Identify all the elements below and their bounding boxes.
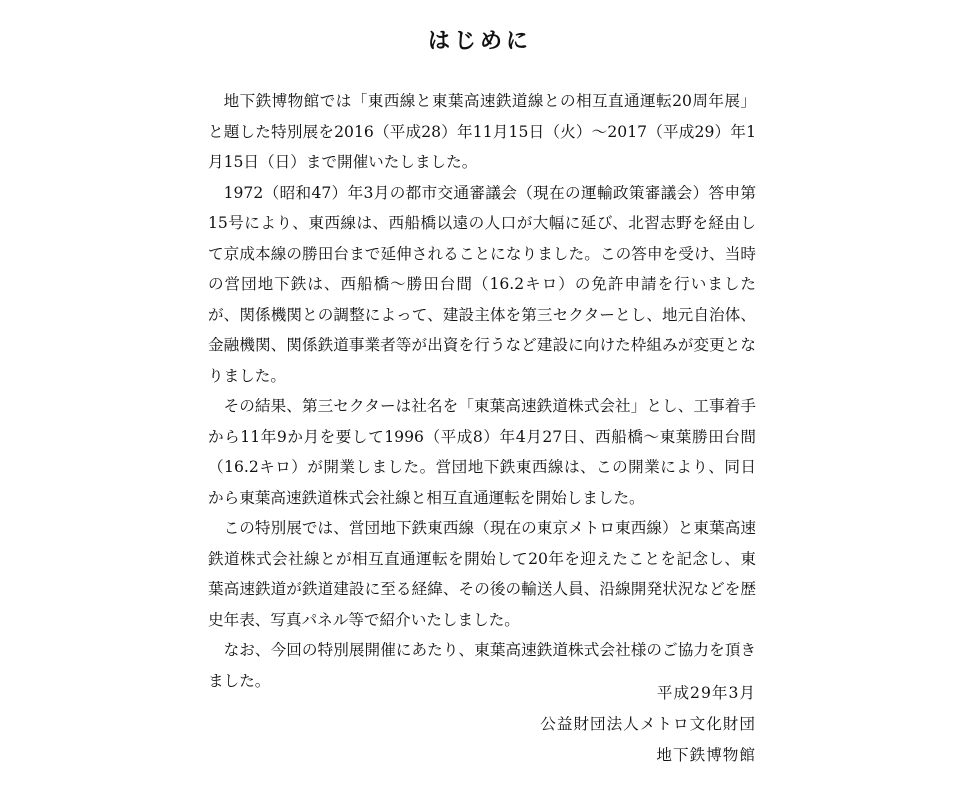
- page-title: はじめに: [427, 28, 532, 54]
- signature-date: 平成29年3月: [656, 684, 756, 702]
- paragraph-exhibition: この特別展では、営団地下鉄東西線（現在の東京メトロ東西線）と東葉高速鉄道株式会社線とが相互直通運転を開始して20年を迎えたことを記念し、東葉高速鉄道が鉄道建設に至る経緯、その後の輸送人員、沿線開発状況などを歴史年表、写真パネル等で紹介いたしました。: [208, 519, 756, 629]
- paragraph-opening: その結果、第三セクターは社名を「東葉高速鉄道株式会社」とし、工事着手から11年9か月を要して1996（平成8）年4月27日、西船橋～東葉勝田台間（16.2キロ）が開業しました。営団地下鉄東西線は、この開業により、同日から東葉高速鉄道株式会社線と相互直通運転を開始しました。: [208, 397, 756, 507]
- signature-block: [540, 678, 756, 771]
- signature-museum: 地下鉄博物館: [656, 746, 756, 764]
- paragraph-intro: 地下鉄博物館では「東西線と東葉高速鉄道線との相互直通運転20周年展」と題した特別展を2016（平成28）年11月15日（火）～2017（平成29）年1月15日（日）まで開催いたしました。: [208, 92, 756, 171]
- paragraph-acknowledgement: なお、今回の特別展開催にあたり、東葉高速鉄道株式会社様のご協力を頂きました。: [208, 641, 756, 690]
- paragraph-history: 1972（昭和47）年3月の都市交通審議会（現在の運輸政策審議会）答申第15号により、東西線は、西船橋以遠の人口が大幅に延び、北習志野を経由して京成本線の勝田台まで延伸されることになりました。この答申を受け、当時の営団地下鉄は、西船橋～勝田台間（16.2キロ）の免許申請を行いましたが、関係機関との調整によって、建設主体を第三セクターとし、地元自治体、金融機関、関係鉄道事業者等が出資を行うなど建設に向けた枠組みが変更となりました。: [208, 183, 756, 385]
- document-body: [208, 86, 756, 696]
- signature-organization: 公益財団法人メトロ文化財団: [540, 715, 756, 733]
